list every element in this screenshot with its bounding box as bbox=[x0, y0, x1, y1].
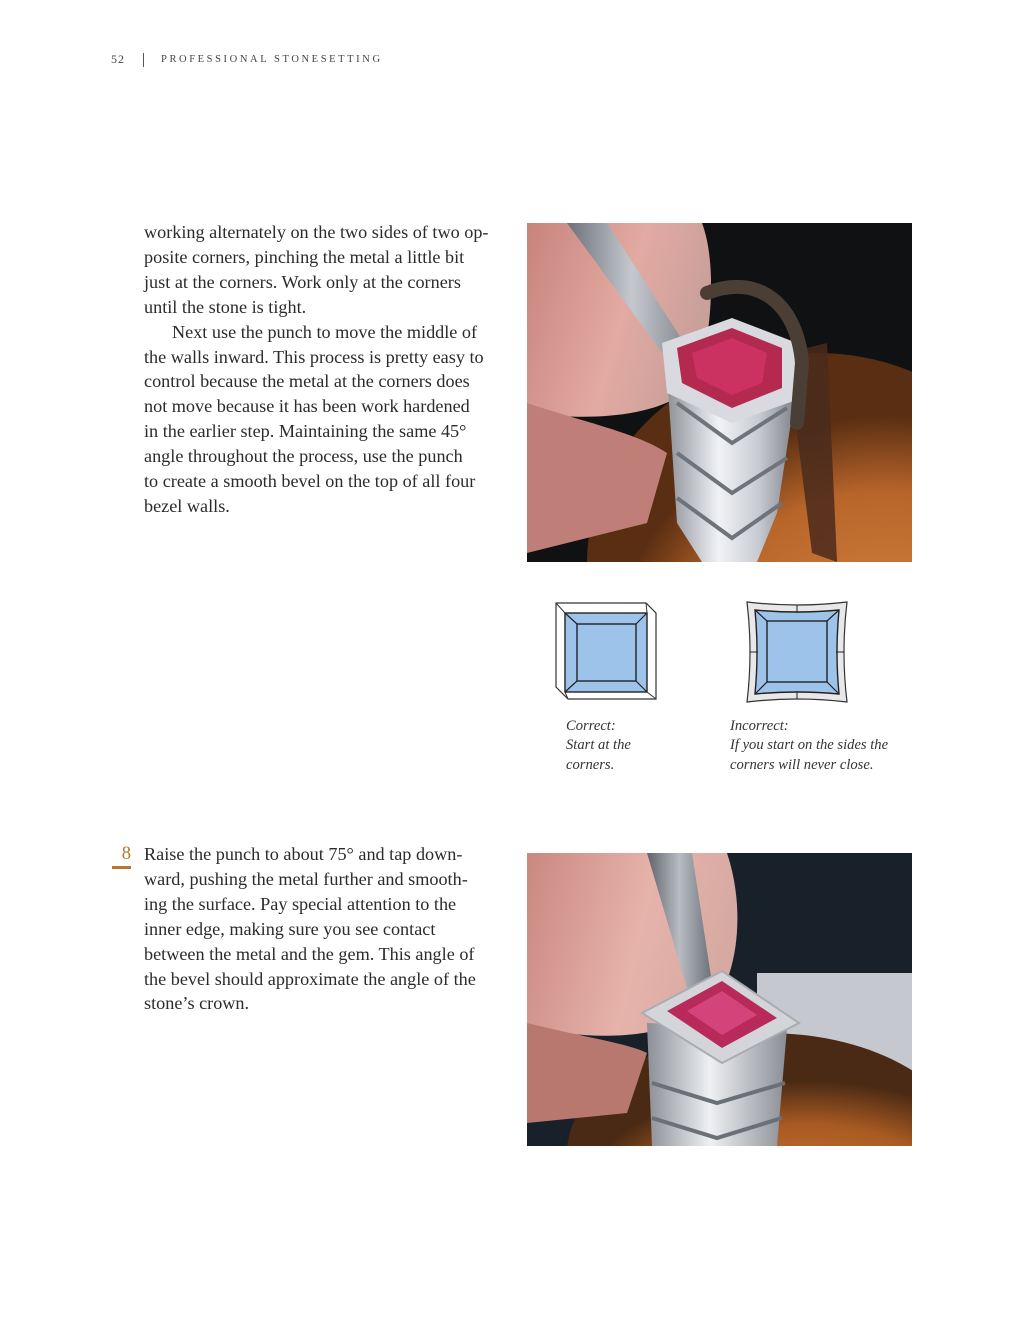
text-line: just at the corners. Work only at the corners bbox=[144, 271, 461, 292]
running-head bbox=[111, 52, 383, 67]
photo-punching-bezel bbox=[527, 223, 912, 562]
text-line: not move because it has been work hardened bbox=[144, 396, 470, 417]
caption-line: If you start on the sides the bbox=[730, 737, 889, 754]
caption-line: Start at the bbox=[566, 737, 631, 754]
bezel-diagram-incorrect-icon bbox=[745, 600, 849, 704]
photo-raising-punch bbox=[527, 853, 912, 1146]
text-line: until the stone is tight. bbox=[144, 296, 307, 317]
photo-2-illustration bbox=[527, 853, 912, 1146]
step-8-paragraph bbox=[144, 842, 496, 1016]
text-line: posite corners, pinching the metal a little bit bbox=[144, 246, 465, 267]
caption-incorrect bbox=[730, 717, 930, 775]
text-line: stone’s crown. bbox=[144, 993, 250, 1014]
text-line: ing the surface. Pay special attention to the bbox=[144, 893, 457, 914]
caption-line: corners will never close. bbox=[730, 756, 874, 773]
body-text-section-1 bbox=[144, 220, 496, 519]
text-line: ward, pushing the metal further and smooth- bbox=[144, 868, 468, 889]
text-line: bezel walls. bbox=[144, 495, 230, 516]
text-line: Next use the punch to move the middle of bbox=[172, 321, 478, 342]
text-line: Raise the punch to about 75° and tap down- bbox=[144, 844, 463, 864]
caption-correct bbox=[566, 717, 706, 775]
paragraph-1 bbox=[144, 220, 496, 320]
text-line: between the metal and the gem. This angle of bbox=[144, 943, 475, 964]
step-number: 8 bbox=[112, 842, 131, 867]
body-text-step-8 bbox=[144, 842, 496, 1016]
text-line: in the earlier step. Maintaining the same 45° bbox=[144, 421, 467, 442]
photo-1-illustration bbox=[527, 223, 912, 562]
caption-line: Incorrect: bbox=[730, 718, 789, 734]
caption-line: Correct: bbox=[566, 718, 616, 734]
diagram-incorrect bbox=[745, 600, 849, 704]
text-line: the bevel should approximate the angle of the bbox=[144, 968, 476, 989]
text-line: the walls inward. This process is pretty easy to bbox=[144, 346, 484, 367]
paragraph-2 bbox=[144, 320, 496, 519]
bezel-diagram-correct-icon bbox=[554, 601, 658, 701]
text-line: to create a smooth bevel on the top of all four bbox=[144, 471, 476, 492]
diagram-correct bbox=[554, 601, 658, 701]
book-title: PROFESSIONAL STONESETTING bbox=[161, 54, 383, 65]
text-line: inner edge, making sure you see contact bbox=[144, 918, 436, 939]
caption-line: corners. bbox=[566, 756, 615, 773]
text-line: control because the metal at the corners does bbox=[144, 371, 470, 392]
text-line: angle throughout the process, use the punch bbox=[144, 446, 463, 467]
text-line: working alternately on the two sides of two op- bbox=[144, 222, 489, 242]
page-number: 52 bbox=[111, 52, 125, 66]
header-divider bbox=[143, 53, 144, 67]
